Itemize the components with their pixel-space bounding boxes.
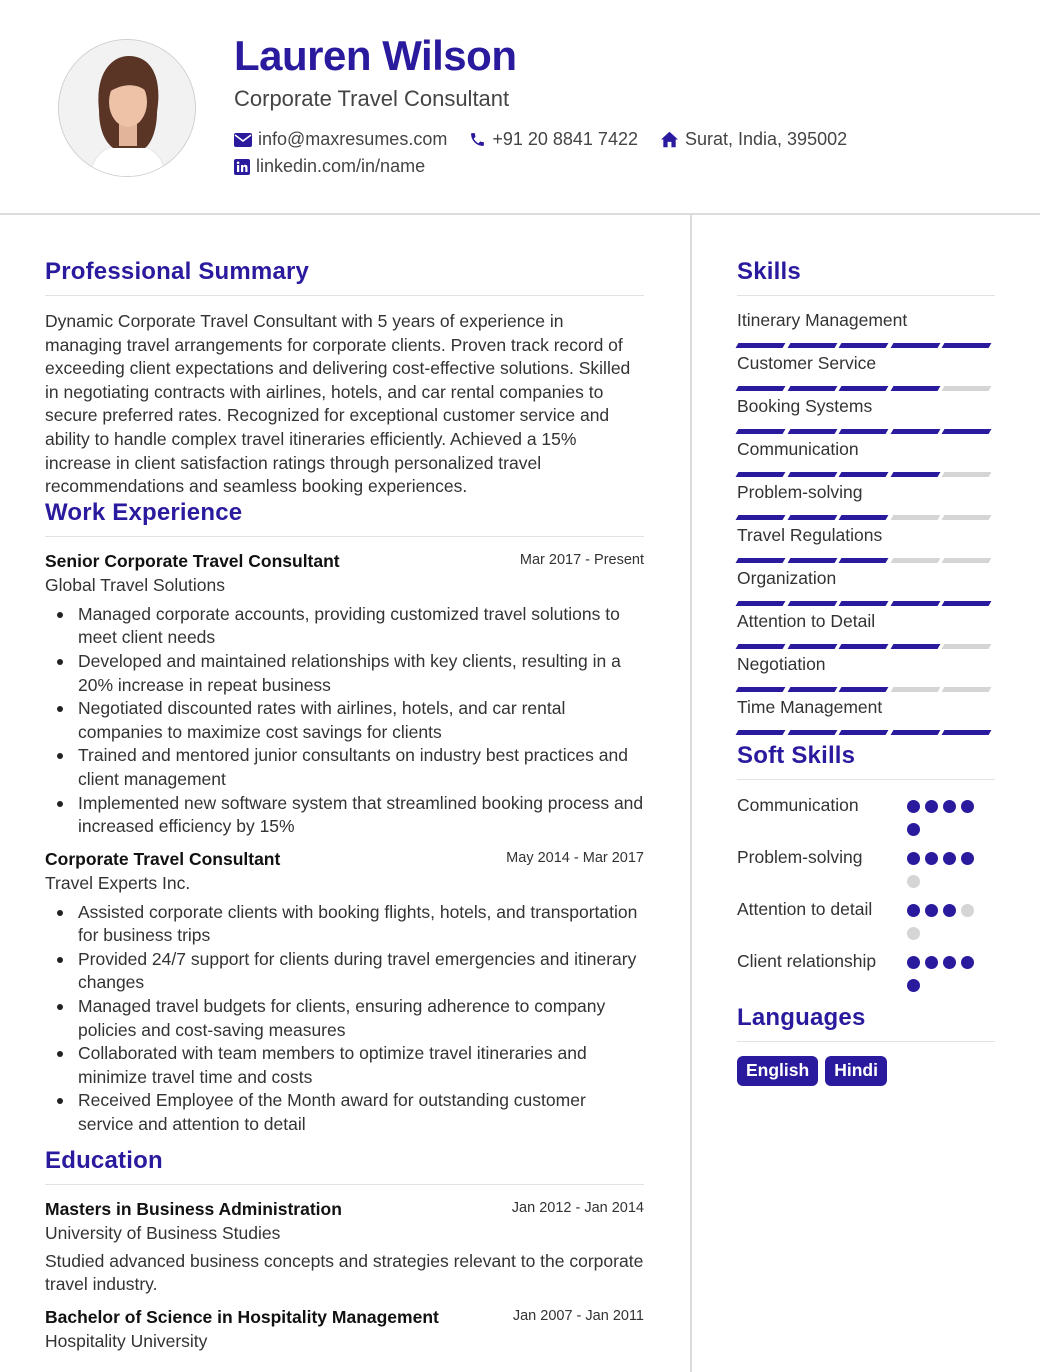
skill-level-segment bbox=[942, 343, 992, 348]
skill-item bbox=[737, 654, 995, 697]
sidebar-column bbox=[737, 258, 995, 1086]
education-header bbox=[45, 1307, 644, 1328]
skill-level-segment bbox=[942, 644, 992, 649]
rating-dot bbox=[961, 956, 974, 969]
rating-dot bbox=[943, 852, 956, 865]
skill-level-segment bbox=[942, 558, 992, 563]
skill-level-segment bbox=[787, 644, 837, 649]
skill-name: Organization bbox=[737, 568, 837, 588]
skill-level-bar bbox=[737, 601, 995, 606]
skill-level-segment bbox=[839, 386, 889, 391]
skill-name: Time Management bbox=[737, 697, 883, 717]
soft-skill-rating bbox=[907, 846, 987, 898]
skill-level-segment bbox=[736, 644, 786, 649]
rating-dot bbox=[961, 852, 974, 865]
skill-level-segment bbox=[839, 472, 889, 477]
bullet-item: Managed corporate accounts, providing customized travel solutions to meet client needs bbox=[78, 603, 644, 650]
bullet-item: Negotiated discounted rates with airlines, hotels, and car rental companies to maximize cost savings for clients bbox=[78, 697, 644, 744]
soft-skill-name: Communication bbox=[737, 795, 859, 815]
skill-level-segment bbox=[787, 386, 837, 391]
job-bullets bbox=[45, 603, 644, 839]
rating-dot bbox=[907, 823, 920, 836]
skill-item bbox=[737, 611, 995, 654]
soft-skill-item bbox=[737, 846, 995, 898]
skill-level-segment bbox=[839, 343, 889, 348]
skill-level-segment bbox=[942, 730, 992, 735]
job-company: Global Travel Solutions bbox=[45, 574, 225, 595]
home-icon bbox=[660, 131, 679, 148]
skill-level-segment bbox=[942, 601, 992, 606]
soft-skills-list bbox=[737, 794, 995, 1002]
job-title: Corporate Travel Consultant bbox=[45, 848, 281, 869]
linkedin-icon bbox=[234, 159, 250, 175]
education-description: Studied advanced business concepts and strategies relevant to the corporate travel industry. bbox=[45, 1250, 644, 1295]
skill-level-segment bbox=[736, 515, 786, 520]
skill-level-segment bbox=[787, 472, 837, 477]
skill-level-bar bbox=[737, 343, 995, 348]
skill-level-segment bbox=[736, 429, 786, 434]
phone-icon bbox=[469, 131, 486, 148]
linkedin-text: linkedin.com/in/name bbox=[256, 156, 426, 176]
soft-skills-heading: Soft Skills bbox=[737, 742, 995, 780]
education-heading: Education bbox=[45, 1147, 644, 1185]
skill-level-segment bbox=[890, 472, 940, 477]
skill-name: Customer Service bbox=[737, 353, 877, 373]
skill-level-segment bbox=[787, 343, 837, 348]
skill-item bbox=[737, 310, 995, 353]
bullet-item: Assisted corporate clients with booking flights, hotels, and transportation for business trips bbox=[78, 901, 644, 948]
skill-level-segment bbox=[839, 730, 889, 735]
degree-title: Bachelor of Science in Hospitality Management bbox=[45, 1306, 439, 1327]
rating-dot bbox=[943, 800, 956, 813]
experience-list bbox=[45, 551, 644, 1137]
skill-level-segment bbox=[890, 601, 940, 606]
rating-dot bbox=[907, 979, 920, 992]
soft-skill-rating bbox=[907, 950, 987, 1002]
skill-name: Problem-solving bbox=[737, 482, 863, 502]
skill-item bbox=[737, 396, 995, 439]
soft-skill-name: Attention to detail bbox=[737, 899, 873, 919]
skill-name: Booking Systems bbox=[737, 396, 873, 416]
rating-dot bbox=[907, 852, 920, 865]
skill-level-segment bbox=[890, 558, 940, 563]
skill-level-segment bbox=[736, 687, 786, 692]
contact-linkedin[interactable] bbox=[234, 156, 425, 177]
skill-level-segment bbox=[787, 558, 837, 563]
skill-level-bar bbox=[737, 730, 995, 735]
rating-dot bbox=[925, 852, 938, 865]
soft-skill-item bbox=[737, 950, 995, 1002]
rating-dot bbox=[907, 927, 920, 940]
soft-skill-rating bbox=[907, 794, 987, 846]
contact-phone[interactable] bbox=[469, 129, 638, 150]
language-badge: English bbox=[737, 1056, 818, 1086]
education-dates: Jan 2012 - Jan 2014 bbox=[511, 1199, 644, 1216]
skill-level-bar bbox=[737, 558, 995, 563]
skill-level-segment bbox=[890, 429, 940, 434]
rating-dot bbox=[943, 904, 956, 917]
school-name: Hospitality University bbox=[45, 1330, 208, 1351]
languages-heading: Languages bbox=[737, 1004, 995, 1042]
skill-level-segment bbox=[942, 687, 992, 692]
skill-level-segment bbox=[736, 386, 786, 391]
skill-level-segment bbox=[736, 472, 786, 477]
education-dates: Jan 2007 - Jan 2011 bbox=[512, 1307, 644, 1324]
education-entry bbox=[45, 1199, 644, 1297]
skill-level-segment bbox=[736, 558, 786, 563]
soft-skill-item bbox=[737, 794, 995, 846]
bullet-item: Implemented new software system that streamlined booking process and increased efficiency by 15% bbox=[78, 792, 644, 839]
skill-level-segment bbox=[890, 343, 940, 348]
rating-dot bbox=[907, 800, 920, 813]
skill-item bbox=[737, 439, 995, 482]
skill-item bbox=[737, 697, 995, 740]
summary-heading: Professional Summary bbox=[45, 258, 644, 296]
skill-level-segment bbox=[942, 515, 992, 520]
contact-row-secondary bbox=[234, 156, 447, 177]
skill-level-segment bbox=[787, 687, 837, 692]
rating-dot bbox=[943, 956, 956, 969]
skill-level-segment bbox=[787, 730, 837, 735]
skill-level-segment bbox=[787, 601, 837, 606]
skill-level-segment bbox=[787, 515, 837, 520]
soft-skill-rating bbox=[907, 898, 987, 950]
rating-dot bbox=[907, 904, 920, 917]
job-dates: May 2014 - Mar 2017 bbox=[506, 849, 644, 866]
job-dates: Mar 2017 - Present bbox=[519, 551, 644, 568]
skill-level-bar bbox=[737, 515, 995, 520]
skill-level-segment bbox=[942, 429, 992, 434]
soft-skill-name: Client relationship bbox=[737, 951, 877, 971]
job-bullets bbox=[45, 901, 644, 1137]
resume-header bbox=[0, 0, 1040, 215]
rating-dot bbox=[925, 904, 938, 917]
skill-name: Attention to Detail bbox=[737, 611, 876, 631]
summary-text: Dynamic Corporate Travel Consultant with 5 years of experience in managing travel arrangements for corporate clients. Proven track record of exceeding client expectations and delivering cost-effective solutions. Skilled in negotiating contracts with airlines, hotels, and car rental companies to secure preferred rates. Recognized for exceptional customer service and ability to handle complex travel itineraries efficiently. Achieved a 15% increase in client satisfaction ratings through personalized travel recommendations and seamless booking experiences. bbox=[45, 311, 631, 497]
language-badge: Hindi bbox=[825, 1056, 887, 1086]
skill-item bbox=[737, 525, 995, 568]
languages-list bbox=[737, 1056, 995, 1086]
job-title: Senior Corporate Travel Consultant bbox=[45, 550, 340, 571]
profile-photo bbox=[58, 39, 196, 177]
skill-item bbox=[737, 568, 995, 611]
education-list bbox=[45, 1199, 644, 1352]
skills-heading: Skills bbox=[737, 258, 995, 296]
bullet-item: Received Employee of the Month award for outstanding customer service and attention to detail bbox=[78, 1089, 644, 1136]
envelope-icon bbox=[234, 133, 252, 147]
soft-skill-item bbox=[737, 898, 995, 950]
rating-dot bbox=[907, 875, 920, 888]
skill-level-segment bbox=[890, 386, 940, 391]
soft-skill-name: Problem-solving bbox=[737, 847, 863, 867]
skill-name: Negotiation bbox=[737, 654, 826, 674]
education-entry bbox=[45, 1307, 644, 1352]
job-header bbox=[45, 849, 644, 870]
skill-name: Travel Regulations bbox=[737, 525, 883, 545]
skill-level-segment bbox=[839, 601, 889, 606]
rating-dot bbox=[925, 800, 938, 813]
rating-dot bbox=[961, 904, 974, 917]
job-company: Travel Experts Inc. bbox=[45, 872, 191, 893]
skill-level-segment bbox=[736, 343, 786, 348]
bullet-item: Trained and mentored junior consultants on industry best practices and client management bbox=[78, 744, 644, 791]
skill-level-segment bbox=[890, 730, 940, 735]
skill-name: Communication bbox=[737, 439, 859, 459]
skill-item bbox=[737, 353, 995, 396]
main-column bbox=[45, 258, 644, 1362]
skill-level-bar bbox=[737, 644, 995, 649]
skill-item bbox=[737, 482, 995, 525]
skill-level-segment bbox=[839, 558, 889, 563]
degree-title: Masters in Business Administration bbox=[45, 1198, 342, 1219]
skills-list bbox=[737, 310, 995, 740]
experience-heading: Work Experience bbox=[45, 499, 644, 537]
skill-level-segment bbox=[890, 515, 940, 520]
bullet-item: Collaborated with team members to optimize travel itineraries and minimize travel time and costs bbox=[78, 1042, 644, 1089]
skill-level-segment bbox=[839, 429, 889, 434]
skill-level-segment bbox=[839, 515, 889, 520]
bullet-item: Developed and maintained relationships with key clients, resulting in a 20% increase in repeat business bbox=[78, 650, 644, 697]
skill-level-segment bbox=[890, 687, 940, 692]
profile-photo-illustration bbox=[59, 40, 196, 177]
skill-level-segment bbox=[839, 687, 889, 692]
skill-level-bar bbox=[737, 687, 995, 692]
bullet-item: Provided 24/7 support for clients during travel emergencies and itinerary changes bbox=[78, 948, 644, 995]
skill-name: Itinerary Management bbox=[737, 310, 908, 330]
school-name: University of Business Studies bbox=[45, 1222, 281, 1243]
job-entry bbox=[45, 551, 644, 839]
rating-dot bbox=[925, 956, 938, 969]
candidate-name: Lauren Wilson bbox=[234, 32, 517, 79]
skill-level-segment bbox=[736, 601, 786, 606]
skill-level-segment bbox=[839, 644, 889, 649]
skill-level-segment bbox=[787, 429, 837, 434]
skill-level-bar bbox=[737, 472, 995, 477]
email-text: info@maxresumes.com bbox=[258, 129, 448, 149]
contact-email[interactable] bbox=[234, 129, 447, 150]
skill-level-bar bbox=[737, 429, 995, 434]
rating-dot bbox=[907, 956, 920, 969]
skill-level-segment bbox=[942, 472, 992, 477]
candidate-title: Corporate Travel Consultant bbox=[234, 86, 510, 111]
education-header bbox=[45, 1199, 644, 1220]
job-entry bbox=[45, 849, 644, 1137]
skill-level-bar bbox=[737, 386, 995, 391]
skill-level-segment bbox=[890, 644, 940, 649]
location-text: Surat, India, 395002 bbox=[684, 129, 848, 149]
bullet-item: Managed travel budgets for clients, ensuring adherence to company policies and cost-saving measures bbox=[78, 995, 644, 1042]
job-header bbox=[45, 551, 644, 572]
contact-row-primary bbox=[234, 129, 869, 150]
phone-text: +91 20 8841 7422 bbox=[492, 129, 638, 149]
contact-location bbox=[660, 129, 847, 150]
skill-level-segment bbox=[736, 730, 786, 735]
skill-level-segment bbox=[942, 386, 992, 391]
rating-dot bbox=[961, 800, 974, 813]
column-divider bbox=[690, 215, 692, 1372]
